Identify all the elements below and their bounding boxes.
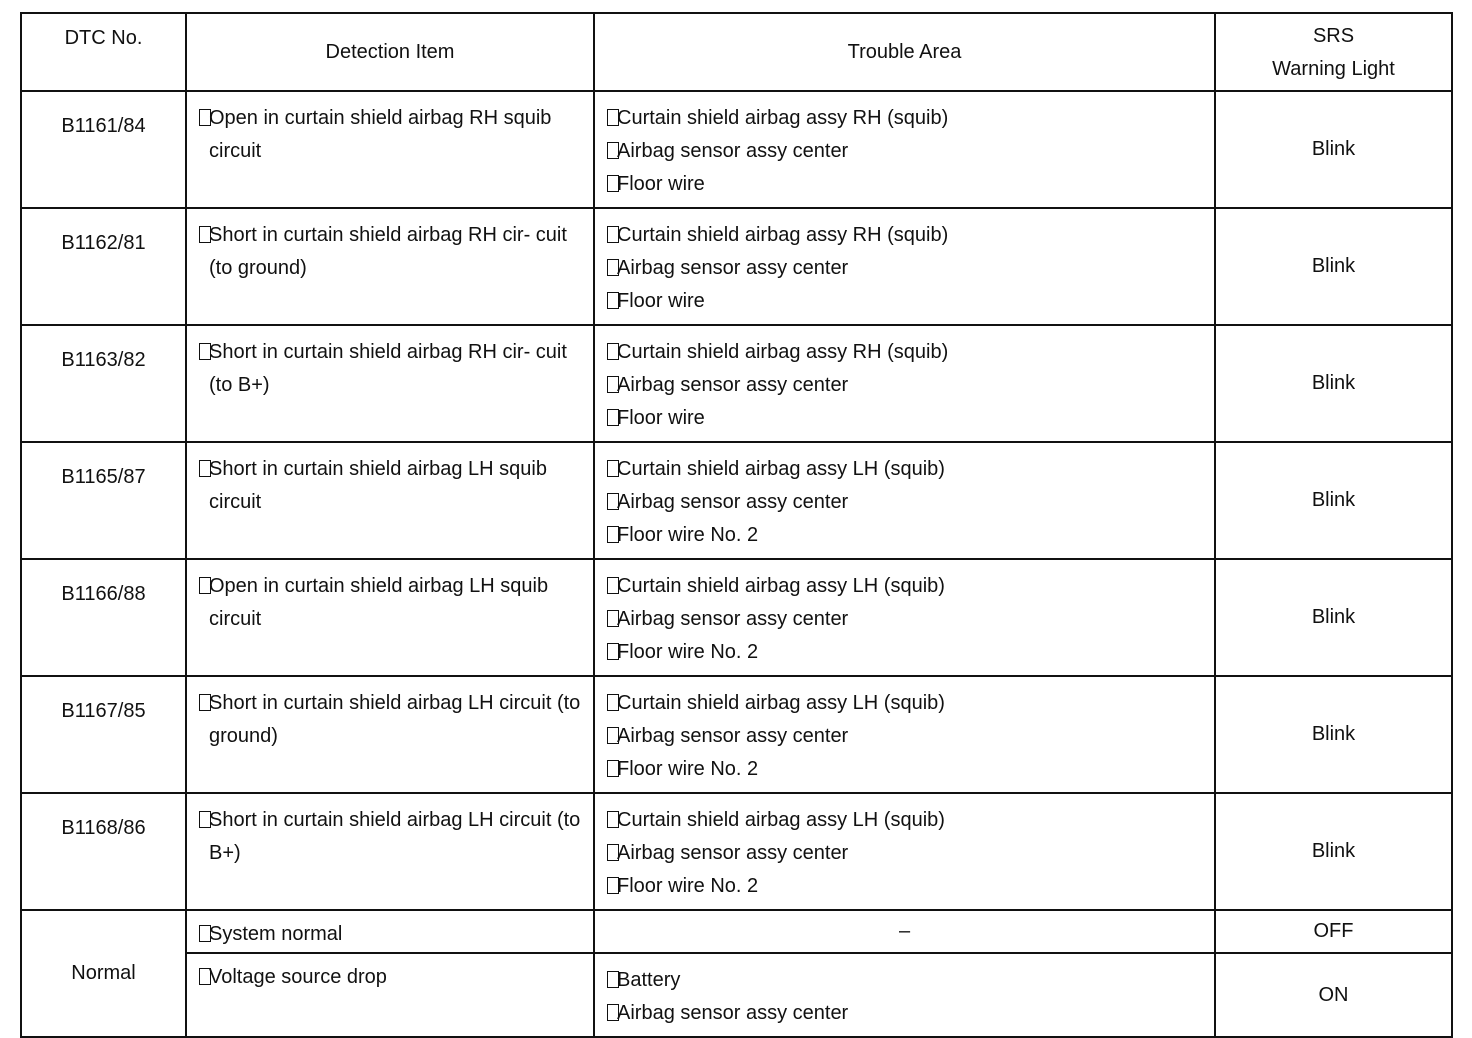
table-row (21, 442, 1452, 559)
srs-warning-light: Blink (1215, 559, 1452, 676)
detection-item-text: Short in curtain shield airbag RH cir- cuit (to B+) (209, 341, 567, 396)
trouble-area-item (607, 997, 1206, 1030)
trouble-area-item-text: Curtain shield airbag assy RH (squib) (617, 224, 949, 246)
trouble-area-item-text: Curtain shield airbag assy LH (squib) (617, 575, 945, 597)
dtc-table (20, 12, 1453, 1038)
trouble-area-item (607, 603, 1206, 636)
dtc-code-normal: Normal (21, 910, 186, 1037)
detection-item-text: Short in curtain shield airbag LH circuit (to ground) (209, 692, 581, 747)
trouble-area-item (607, 486, 1206, 519)
trouble-area-item-text: Airbag sensor assy center (617, 608, 849, 630)
srs-warning-light: OFF (1215, 910, 1452, 953)
trouble-area-item (607, 453, 1206, 486)
detection-item-text: Short in curtain shield airbag RH cir- cuit (to ground) (209, 224, 567, 279)
dtc-code: B1165/87 (21, 442, 186, 559)
dtc-code: B1162/81 (21, 208, 186, 325)
trouble-area (594, 325, 1215, 442)
srs-warning-light: Blink (1215, 676, 1452, 793)
trouble-area-item (607, 687, 1206, 720)
trouble-area-item-text: Curtain shield airbag assy LH (squib) (617, 809, 945, 831)
trouble-area-item (607, 753, 1206, 786)
trouble-area-item-text: Floor wire No. 2 (617, 641, 759, 663)
trouble-area (594, 953, 1215, 1037)
header-srs-warning-light: SRS Warning Light (1215, 13, 1452, 91)
detection-item-line (199, 570, 585, 636)
trouble-area-item-text: Airbag sensor assy center (617, 842, 849, 864)
table-row (21, 91, 1452, 208)
trouble-area-item-text: Airbag sensor assy center (617, 140, 849, 162)
trouble-area-item-text: Floor wire No. 2 (617, 524, 759, 546)
header-dtc-no: DTC No. (21, 13, 186, 91)
trouble-area-item (607, 402, 1206, 435)
detection-item (186, 208, 594, 325)
srs-warning-light: Blink (1215, 91, 1452, 208)
trouble-area-item (607, 519, 1206, 552)
detection-item (186, 91, 594, 208)
srs-warning-light: Blink (1215, 208, 1452, 325)
trouble-area-item-text: Curtain shield airbag assy LH (squib) (617, 458, 945, 480)
header-trouble-area: Trouble Area (594, 13, 1215, 91)
detection-item-text: Open in curtain shield airbag LH squib circuit (209, 575, 549, 630)
trouble-area-item-text: Battery (617, 969, 681, 991)
table-row-normal (21, 953, 1452, 1037)
trouble-area (594, 442, 1215, 559)
trouble-area-item-text: Floor wire (617, 290, 705, 312)
detection-item-line (199, 219, 585, 285)
trouble-area-item (607, 837, 1206, 870)
detection-item-line (199, 453, 585, 519)
trouble-area-item-text: Airbag sensor assy center (617, 491, 849, 513)
detection-item-text: Short in curtain shield airbag LH circuit (to B+) (209, 809, 581, 864)
table-row (21, 793, 1452, 910)
table-row (21, 325, 1452, 442)
srs-warning-light: Blink (1215, 442, 1452, 559)
trouble-area-item (607, 804, 1206, 837)
header-row (21, 13, 1452, 91)
trouble-area-dash: – (594, 910, 1215, 953)
srs-warning-light: Blink (1215, 325, 1452, 442)
detection-item-text: Voltage source drop (209, 966, 387, 988)
trouble-area-item-text: Curtain shield airbag assy LH (squib) (617, 692, 945, 714)
detection-item (186, 910, 594, 953)
table-row-normal (21, 910, 1452, 953)
trouble-area-item-text: Airbag sensor assy center (617, 374, 849, 396)
detection-item-line (199, 336, 585, 402)
trouble-area-item (607, 102, 1206, 135)
srs-warning-light: ON (1215, 953, 1452, 1037)
dtc-code: B1167/85 (21, 676, 186, 793)
trouble-area-item (607, 336, 1206, 369)
detection-item-text: Open in curtain shield airbag RH squib circuit (209, 107, 552, 162)
trouble-area-item-text: Airbag sensor assy center (617, 725, 849, 747)
trouble-area-item (607, 720, 1206, 753)
trouble-area (594, 676, 1215, 793)
trouble-area-item (607, 964, 1206, 997)
detection-item-text: System normal (209, 923, 343, 945)
trouble-area-item-text: Floor wire (617, 173, 705, 195)
trouble-area (594, 91, 1215, 208)
dtc-code: B1166/88 (21, 559, 186, 676)
trouble-area-item (607, 135, 1206, 168)
trouble-area-item-text: Airbag sensor assy center (617, 257, 849, 279)
detection-item-line (199, 687, 585, 753)
trouble-area-item (607, 570, 1206, 603)
trouble-area-item (607, 636, 1206, 669)
detection-item (186, 676, 594, 793)
detection-item (186, 793, 594, 910)
detection-item-line (199, 102, 585, 168)
trouble-area (594, 793, 1215, 910)
trouble-area-item-text: Floor wire No. 2 (617, 875, 759, 897)
detection-item-line (199, 804, 585, 870)
trouble-area-item (607, 369, 1206, 402)
detection-item-text: Short in curtain shield airbag LH squib circuit (209, 458, 547, 513)
dtc-code: B1163/82 (21, 325, 186, 442)
header-detection-item: Detection Item (186, 13, 594, 91)
trouble-area (594, 559, 1215, 676)
trouble-area-item-text: Floor wire (617, 407, 705, 429)
trouble-area-item (607, 252, 1206, 285)
table-row (21, 676, 1452, 793)
dtc-code: B1161/84 (21, 91, 186, 208)
trouble-area-item-text: Curtain shield airbag assy RH (squib) (617, 107, 949, 129)
trouble-area-item (607, 285, 1206, 318)
detection-item (186, 953, 594, 1037)
table-row (21, 208, 1452, 325)
trouble-area-item-text: Floor wire No. 2 (617, 758, 759, 780)
detection-item (186, 559, 594, 676)
trouble-area (594, 208, 1215, 325)
srs-warning-light: Blink (1215, 793, 1452, 910)
detection-item (186, 325, 594, 442)
trouble-area-item-text: Curtain shield airbag assy RH (squib) (617, 341, 949, 363)
table-row (21, 559, 1452, 676)
trouble-area-item (607, 168, 1206, 201)
trouble-area-item (607, 219, 1206, 252)
detection-item (186, 442, 594, 559)
trouble-area-item (607, 870, 1206, 903)
dtc-code: B1168/86 (21, 793, 186, 910)
trouble-area-item-text: Airbag sensor assy center (617, 1002, 849, 1024)
